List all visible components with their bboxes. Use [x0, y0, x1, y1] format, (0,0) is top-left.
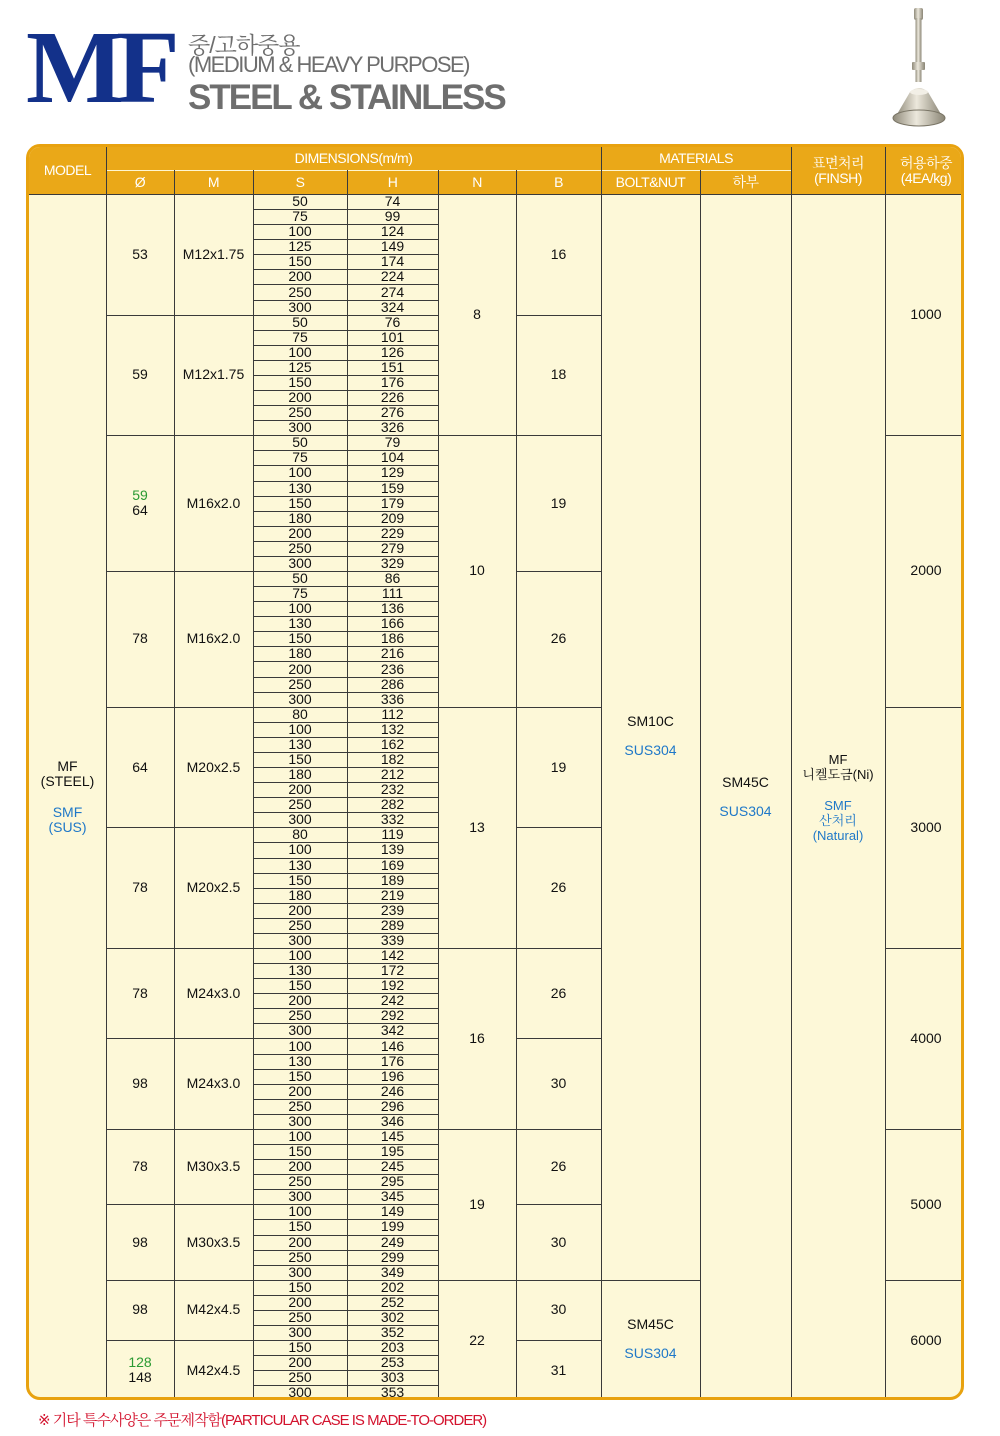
diameter-value: 53 [132, 245, 148, 262]
s-cell: 150 [288, 373, 312, 390]
load-cell: 4000 [910, 1029, 942, 1046]
thread-cell: M12x1.75 [182, 245, 245, 262]
h-cell: 176 [380, 373, 405, 390]
h-cell: 232 [380, 781, 405, 798]
h-cell: 296 [380, 1097, 405, 1114]
header-load [885, 147, 964, 194]
h-cell: 212 [380, 766, 405, 783]
b-cell: 18 [550, 366, 567, 383]
title-main: STEEL & STAINLESS [188, 78, 505, 117]
b-cell: 26 [550, 1158, 567, 1175]
s-cell: 100 [288, 841, 312, 858]
diameter-alt: 128 [128, 1354, 152, 1371]
h-cell: 239 [380, 901, 405, 918]
finish-mf: MF [828, 751, 848, 767]
thread-cell: M12x1.75 [182, 366, 245, 383]
load-cell: 5000 [910, 1195, 942, 1212]
s-cell: 130 [288, 479, 312, 496]
h-cell: 336 [380, 690, 405, 707]
diameter-cell [106, 194, 174, 315]
s-cell: 200 [288, 1354, 312, 1371]
finish-natural: (Natural) [812, 827, 864, 843]
s-cell: 300 [288, 931, 312, 948]
diameter-value: 78 [132, 984, 148, 1001]
header-bolt-nut: BOLT&NUT [615, 173, 686, 190]
diameter-cell [106, 1129, 174, 1204]
s-cell: 250 [288, 916, 312, 933]
s-cell: 100 [288, 223, 312, 240]
h-cell: 352 [380, 1324, 405, 1341]
b-cell: 16 [550, 245, 567, 262]
h-cell: 224 [380, 268, 405, 285]
s-cell: 130 [288, 962, 312, 979]
title-korean: 중/고하중용 [188, 32, 300, 58]
s-cell: 200 [288, 524, 312, 541]
s-cell: 300 [288, 419, 312, 436]
h-cell: 169 [380, 856, 405, 873]
diameter-alt: 59 [132, 487, 148, 504]
h-cell: 151 [380, 358, 405, 375]
h-cell: 119 [381, 826, 404, 843]
brand-logo: MF [26, 10, 172, 125]
h-cell: 146 [380, 1037, 405, 1054]
b-cell: 19 [550, 758, 567, 775]
s-cell: 100 [288, 720, 312, 737]
s-cell: 250 [288, 796, 312, 813]
header-diameter: Ø [134, 173, 146, 190]
s-cell: 130 [288, 735, 312, 752]
header-load-ko: 허용하중 [899, 154, 953, 171]
bottom-sus: SUS304 [719, 803, 772, 819]
h-cell: 111 [381, 585, 404, 602]
diameter-cell [106, 707, 174, 828]
diameter-value: 98 [132, 1233, 148, 1250]
thread-cell: M20x2.5 [186, 879, 241, 896]
model-steel: MF [57, 758, 78, 774]
s-cell: 250 [288, 1173, 312, 1190]
h-cell: 186 [380, 630, 405, 647]
header-s: S [295, 173, 305, 190]
s-cell: 300 [288, 1263, 312, 1280]
h-cell: 196 [380, 1067, 405, 1084]
s-cell: 200 [288, 268, 312, 285]
h-cell: 245 [380, 1158, 405, 1175]
s-cell: 50 [292, 193, 308, 210]
load-cell: 6000 [910, 1331, 942, 1348]
s-cell: 150 [288, 253, 312, 270]
s-cell: 250 [288, 1308, 312, 1325]
header-materials: MATERIALS [659, 150, 733, 166]
h-cell: 79 [384, 434, 401, 451]
b-cell: 30 [550, 1075, 567, 1092]
s-cell: 150 [288, 871, 312, 888]
s-cell: 50 [292, 434, 308, 451]
diameter-value: 78 [132, 879, 148, 896]
b-cell: 31 [550, 1361, 567, 1378]
h-cell: 149 [380, 238, 405, 255]
h-cell: 101 [380, 328, 405, 345]
b-cell: 30 [550, 1301, 567, 1318]
s-cell: 200 [288, 781, 312, 798]
h-cell: 142 [380, 947, 405, 964]
h-cell: 303 [380, 1369, 405, 1386]
h-cell: 182 [380, 750, 405, 767]
h-cell: 149 [380, 1203, 405, 1220]
diameter-value: 148 [128, 1369, 152, 1386]
h-cell: 174 [380, 253, 405, 270]
s-cell: 200 [288, 1082, 312, 1099]
s-cell: 150 [288, 1218, 312, 1235]
s-cell: 300 [288, 1112, 312, 1129]
h-cell: 249 [380, 1233, 405, 1250]
h-cell: 159 [380, 479, 405, 496]
thread-cell: M30x3.5 [186, 1158, 241, 1175]
h-cell: 145 [380, 1127, 405, 1144]
n-cell: 13 [469, 818, 485, 835]
h-cell: 192 [380, 977, 405, 994]
s-cell: 100 [288, 1127, 312, 1144]
s-cell: 300 [288, 1022, 312, 1039]
h-cell: 74 [384, 193, 401, 210]
b-cell: 30 [550, 1233, 567, 1250]
h-cell: 299 [380, 1248, 405, 1265]
footnote: ※ 기타 특수사양은 주문제작함(PARTICULAR CASE IS MADE-TO-ORDER) [38, 1412, 487, 1429]
n-cell: 19 [469, 1195, 485, 1212]
s-cell: 180 [288, 766, 312, 783]
bottom-material [700, 194, 791, 1400]
s-cell: 50 [292, 570, 308, 587]
finish-smf: SMF [824, 797, 852, 813]
model-cell [29, 194, 106, 1400]
s-cell: 250 [288, 1369, 312, 1386]
b-cell: 26 [550, 984, 567, 1001]
s-cell: 250 [288, 1007, 312, 1024]
bottom-steel: SM45C [722, 774, 769, 790]
s-cell: 125 [288, 358, 312, 375]
s-cell: 250 [288, 404, 312, 421]
diameter-value: 98 [132, 1301, 148, 1318]
thread-cell: M42x4.5 [186, 1361, 241, 1378]
model-sus: SMF [52, 804, 83, 820]
title-english: (MEDIUM & HEAVY PURPOSE) [188, 52, 470, 77]
h-cell: 176 [380, 1052, 405, 1069]
s-cell: 300 [288, 811, 312, 828]
s-cell: 75 [292, 328, 308, 345]
h-cell: 166 [380, 615, 405, 632]
header-load-en: (4EA/kg) [900, 169, 952, 186]
s-cell: 200 [288, 992, 312, 1009]
h-cell: 236 [380, 660, 405, 677]
h-cell: 76 [384, 313, 401, 330]
header-bottom: 하부 [732, 173, 759, 190]
h-cell: 136 [380, 600, 405, 617]
s-cell: 250 [288, 283, 312, 300]
s-cell: 150 [288, 1339, 312, 1356]
h-cell: 202 [380, 1278, 405, 1295]
diameter-value: 78 [132, 1158, 148, 1175]
h-cell: 203 [380, 1339, 405, 1356]
h-cell: 199 [380, 1218, 405, 1235]
h-cell: 246 [380, 1082, 405, 1099]
diameter-cell [106, 1340, 174, 1400]
s-cell: 200 [288, 1293, 312, 1310]
header-b: B [554, 173, 563, 190]
h-cell: 349 [380, 1263, 405, 1280]
finish-acid: 산처리 [819, 812, 857, 828]
h-cell: 129 [380, 464, 405, 481]
b-cell: 26 [550, 879, 567, 896]
h-cell: 289 [380, 916, 405, 933]
h-cell: 332 [380, 811, 405, 828]
h-cell: 302 [380, 1308, 405, 1325]
s-cell: 100 [288, 600, 312, 617]
s-cell: 150 [288, 1067, 312, 1084]
h-cell: 226 [380, 389, 405, 406]
s-cell: 100 [288, 1037, 312, 1054]
diameter-value: 64 [132, 758, 148, 775]
load-cell: 3000 [910, 818, 942, 835]
h-cell: 339 [380, 931, 405, 948]
h-cell: 99 [384, 208, 401, 225]
h-cell: 279 [380, 539, 405, 556]
h-cell: 274 [380, 283, 405, 300]
header-finish [791, 147, 885, 194]
thread-cell: M24x3.0 [186, 1075, 241, 1092]
h-cell: 124 [380, 223, 405, 240]
finish-nickel: 니켈도금(Ni) [802, 766, 874, 782]
h-cell: 353 [380, 1384, 405, 1400]
header-finish-ko: 표면처리 [811, 154, 865, 171]
h-cell: 346 [380, 1112, 405, 1129]
s-cell: 200 [288, 1158, 312, 1175]
s-cell: 200 [288, 660, 312, 677]
s-cell: 150 [288, 630, 312, 647]
b-cell: 19 [550, 494, 567, 511]
s-cell: 150 [288, 1143, 312, 1160]
s-cell: 250 [288, 675, 312, 692]
diameter-cell [106, 1280, 174, 1340]
bolt-nut-steel-1: SM10C [627, 713, 674, 729]
bolt-nut-material-2 [601, 1278, 700, 1400]
s-cell: 250 [288, 1097, 312, 1114]
model-sus-label: (SUS) [48, 819, 87, 835]
model-steel-label: (STEEL) [40, 773, 95, 789]
h-cell: 219 [380, 886, 405, 903]
s-cell: 180 [288, 886, 312, 903]
h-cell: 295 [380, 1173, 405, 1190]
s-cell: 100 [288, 343, 312, 360]
n-cell: 10 [469, 562, 485, 579]
s-cell: 80 [292, 826, 308, 843]
h-cell: 139 [380, 841, 405, 858]
header-m: M [207, 173, 220, 190]
s-cell: 150 [288, 494, 312, 511]
diameter-value: 59 [132, 366, 148, 383]
header-n: N [472, 173, 482, 190]
s-cell: 75 [292, 449, 308, 466]
s-cell: 75 [292, 208, 308, 225]
header-finish-en: (FINSH) [814, 169, 862, 186]
s-cell: 100 [288, 1203, 312, 1220]
diameter-value: 78 [132, 630, 148, 647]
bolt-nut-steel-2: SM45C [627, 1316, 674, 1332]
s-cell: 150 [288, 977, 312, 994]
h-cell: 276 [380, 404, 405, 421]
s-cell: 200 [288, 389, 312, 406]
b-cell: 26 [550, 630, 567, 647]
s-cell: 300 [288, 690, 312, 707]
s-cell: 75 [292, 585, 308, 602]
h-cell: 86 [384, 570, 401, 587]
h-cell: 132 [380, 720, 405, 737]
load-cell: 1000 [910, 306, 942, 323]
h-cell: 189 [380, 871, 405, 888]
bolt-nut-material-1 [601, 194, 700, 1278]
n-cell: 22 [469, 1331, 485, 1348]
s-cell: 130 [288, 856, 312, 873]
s-cell: 150 [288, 750, 312, 767]
h-cell: 329 [380, 554, 405, 571]
h-cell: 292 [380, 1007, 405, 1024]
h-cell: 345 [380, 1188, 405, 1205]
s-cell: 200 [288, 901, 312, 918]
leveling-foot-image [888, 4, 950, 132]
diameter-cell [106, 315, 174, 436]
thread-cell: M20x2.5 [186, 758, 241, 775]
s-cell: 300 [288, 1188, 312, 1205]
h-cell: 342 [380, 1022, 405, 1039]
s-cell: 300 [288, 1384, 312, 1400]
n-cell: 8 [473, 306, 481, 323]
diameter-cell [106, 948, 174, 1038]
s-cell: 150 [288, 1278, 312, 1295]
bolt-nut-sus-1: SUS304 [624, 742, 677, 758]
diameter-value: 64 [132, 502, 148, 519]
s-cell: 100 [288, 464, 312, 481]
thread-cell: M16x2.0 [186, 494, 241, 511]
diameter-cell [106, 435, 174, 571]
s-cell: 130 [288, 1052, 312, 1069]
h-cell: 282 [380, 796, 405, 813]
s-cell: 100 [288, 947, 312, 964]
h-cell: 324 [380, 298, 405, 315]
s-cell: 250 [288, 539, 312, 556]
s-cell: 180 [288, 645, 312, 662]
diameter-cell [106, 1204, 174, 1279]
h-cell: 229 [380, 524, 405, 541]
header-dimensions: DIMENSIONS(m/m) [294, 150, 413, 166]
finish-cell [791, 194, 885, 1400]
h-cell: 162 [380, 735, 405, 752]
h-cell: 326 [380, 419, 405, 436]
h-cell: 209 [380, 509, 405, 526]
load-cell: 2000 [910, 562, 942, 579]
thread-cell: M42x4.5 [186, 1301, 241, 1318]
bolt-nut-sus-2: SUS304 [624, 1345, 677, 1361]
h-cell: 286 [380, 675, 405, 692]
h-cell: 216 [380, 645, 405, 662]
thread-cell: M16x2.0 [186, 630, 241, 647]
h-cell: 179 [380, 494, 405, 511]
s-cell: 200 [288, 1233, 312, 1250]
s-cell: 250 [288, 1248, 312, 1265]
s-cell: 50 [292, 313, 308, 330]
h-cell: 242 [380, 992, 405, 1009]
s-cell: 130 [288, 615, 312, 632]
thread-cell: M24x3.0 [186, 984, 241, 1001]
h-cell: 126 [380, 343, 405, 360]
s-cell: 300 [288, 554, 312, 571]
diameter-value: 98 [132, 1075, 148, 1092]
h-cell: 104 [380, 449, 405, 466]
h-cell: 172 [380, 962, 405, 979]
s-cell: 180 [288, 509, 312, 526]
s-cell: 80 [292, 705, 308, 722]
h-cell: 112 [381, 705, 404, 722]
header-h: H [387, 173, 398, 190]
h-cell: 253 [380, 1354, 405, 1371]
h-cell: 252 [380, 1293, 405, 1310]
n-cell: 16 [469, 1029, 485, 1046]
s-cell: 125 [288, 238, 312, 255]
diameter-cell [106, 827, 174, 948]
diameter-cell [106, 571, 174, 707]
s-cell: 300 [288, 1324, 312, 1341]
header-model: MODEL [43, 162, 92, 178]
s-cell: 300 [288, 298, 312, 315]
thread-cell: M30x3.5 [186, 1233, 241, 1250]
h-cell: 195 [380, 1143, 405, 1160]
diameter-cell [106, 1038, 174, 1128]
spec-table [26, 144, 964, 1400]
